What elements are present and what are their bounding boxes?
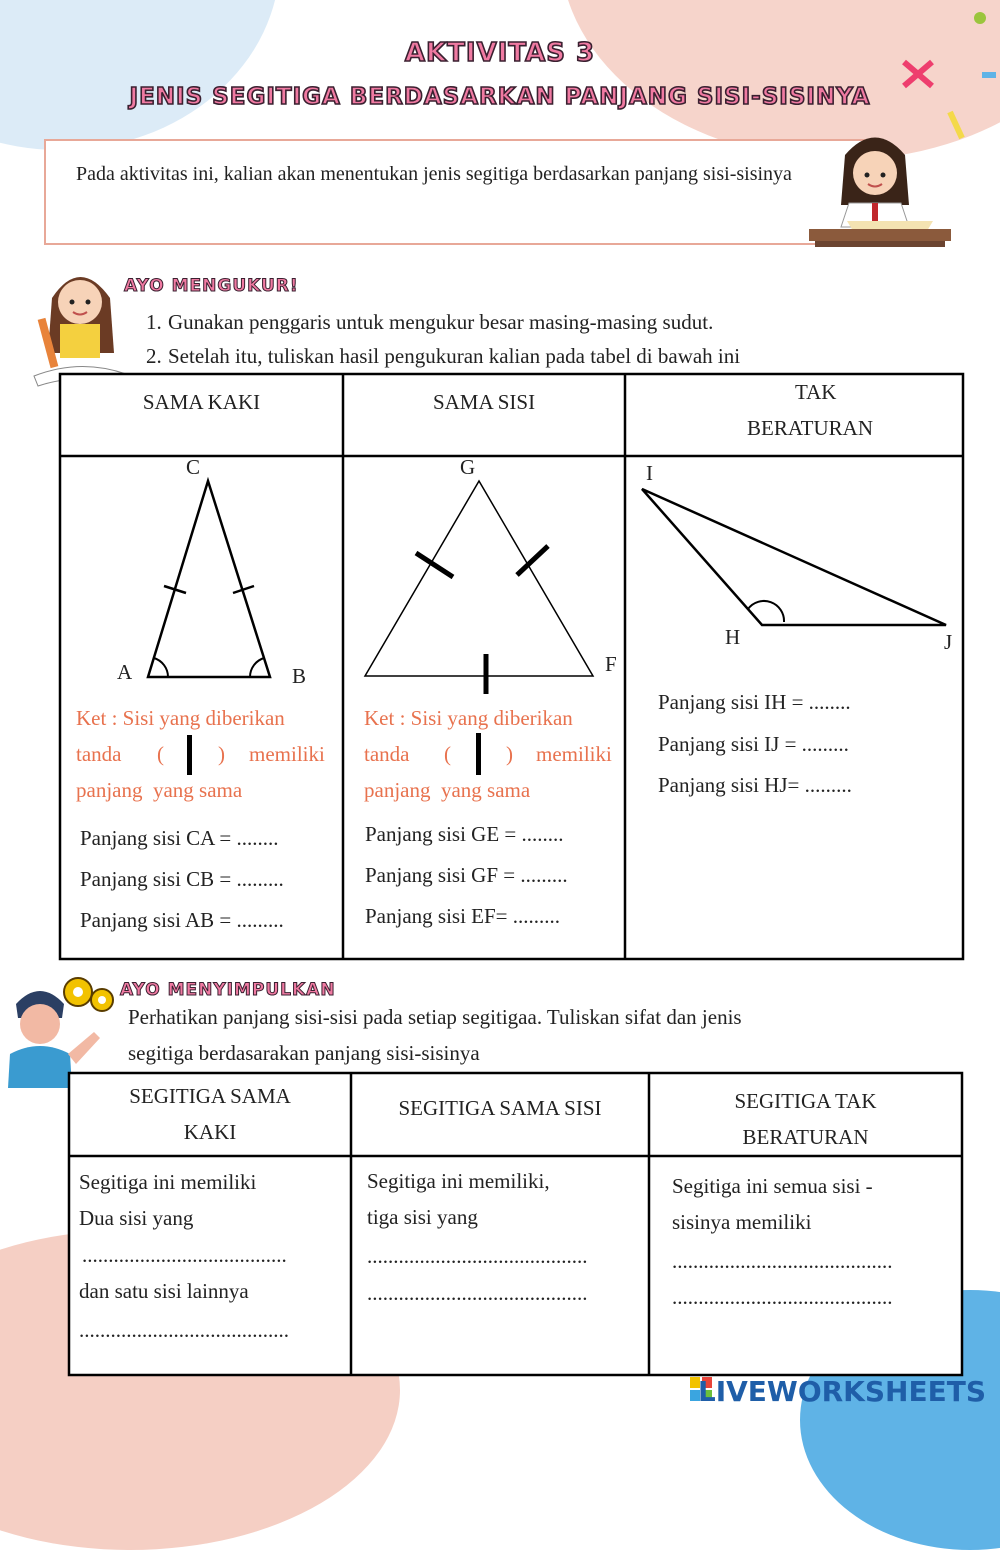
col1-ket-open-paren: ( [157,742,164,766]
table2-c2-line1: Segitiga ini memiliki, [367,1169,550,1193]
table1-header-sama-kaki: SAMA KAKI [142,390,261,414]
intro-text: Pada aktivitas ini, kalian akan menentukan jenis segitiga berdasarkan panjang sisi-sisinya [76,163,792,185]
col2-ket-close-paren: ) [506,742,513,766]
table2-c1-line2: Dua sisi yang [79,1206,194,1230]
col1-ket-memiliki: memiliki [249,742,325,766]
vertex-label-g: G [460,455,476,479]
conclude-heading: AYO MENYIMPULKAN [120,980,336,1000]
table1-header-tak-beraturan-line1: TAK [795,380,837,404]
vertex-label-h: H [725,625,741,649]
vertex-label-f: F [605,652,617,676]
col1-ket-tanda: tanda [76,742,122,766]
table2-c1-blank1[interactable]: ....................................... [82,1243,287,1267]
col2-ket-memiliki: memiliki [536,742,612,766]
col1-ket-line3: panjang yang sama [76,778,243,802]
col2-length-ef: Panjang sisi EF= ......... [365,904,561,928]
liveworksheets-brand[interactable]: LIVEWORKSHEETS [697,1375,986,1408]
table2-c2-line2: tiga sisi yang [367,1205,478,1229]
col1-ket-line1: Ket : Sisi yang diberikan [76,706,285,730]
measure-step2: Setelah itu, tuliskan hasil pengukuran kalian pada tabel di bawah ini [168,344,741,368]
col3-length-ih: Panjang sisi IH = ........ [658,690,851,714]
col3-length-hj: Panjang sisi HJ= ......... [658,773,852,797]
col1-length-ab: Panjang sisi AB = ......... [80,908,284,932]
activity-title: AKTIVITAS 3 [404,38,596,68]
conclude-instruction-line2: segitiga berdasarakan panjang sisi-sisinya [128,1041,480,1065]
table2-c3-line1: Segitiga ini semua sisi - [672,1174,873,1198]
table1-header-tak-beraturan-line2: BERATURAN [747,416,874,440]
measure-step2-number: 2. [146,344,162,368]
table2-header-tak-beraturan-line1: SEGITIGA TAK [734,1089,877,1113]
col1-length-ca: Panjang sisi CA = ........ [80,826,279,850]
measure-step1-number: 1. [146,310,162,334]
table2-c1-line4: dan satu sisi lainnya [79,1279,249,1303]
col2-ket-line1: Ket : Sisi yang diberikan [364,706,573,730]
vertex-label-j: J [944,630,953,654]
measure-heading: AYO MENGUKUR! [124,276,299,296]
col2-length-gf: Panjang sisi GF = ......... [365,863,568,887]
table2-c2-blank1[interactable]: .......................................... [367,1244,588,1268]
vertex-label-i: I [646,461,653,485]
table2-c3-blank2[interactable]: .......................................... [672,1285,893,1309]
table2-c1-blank2[interactable]: ........................................ [79,1318,289,1342]
vertex-label-a: A [117,660,133,684]
table2-c3-line2: sisinya memiliki [672,1210,812,1234]
col2-length-ge: Panjang sisi GE = ........ [365,822,564,846]
table2-header-sama-sisi: SEGITIGA SAMA SISI [398,1096,602,1120]
col3-length-ij: Panjang sisi IJ = ......... [658,732,849,756]
table2-c2-blank2[interactable]: .......................................... [367,1281,588,1305]
table2-header-sama-kaki-line2: KAKI [183,1120,237,1144]
table2-c1-line1: Segitiga ini memiliki [79,1170,257,1194]
vertex-label-b: B [292,664,307,688]
table1-header-sama-sisi: SAMA SISI [432,390,536,414]
col2-ket-open-paren: ( [444,742,451,766]
measure-step1: Gunakan penggaris untuk mengukur besar masing-masing sudut. [168,310,714,334]
vertex-label-c: C [186,455,201,479]
col2-ket-tanda: tanda [364,742,410,766]
col1-ket-close-paren: ) [218,742,225,766]
table2-c3-blank1[interactable]: .......................................... [672,1249,893,1273]
col1-length-cb: Panjang sisi CB = ......... [80,867,284,891]
conclude-instruction-line1: Perhatikan panjang sisi-sisi pada setiap segitigaa. Tuliskan sifat dan jenis [128,1005,742,1029]
col2-ket-line3: panjang yang sama [364,778,531,802]
activity-subtitle: JENIS SEGITIGA BERDASARKAN PANJANG SISI-SISINYA [129,84,871,110]
table2-header-tak-beraturan-line2: BERATURAN [742,1125,869,1149]
table2-header-sama-kaki-line1: SEGITIGA SAMA [129,1084,291,1108]
